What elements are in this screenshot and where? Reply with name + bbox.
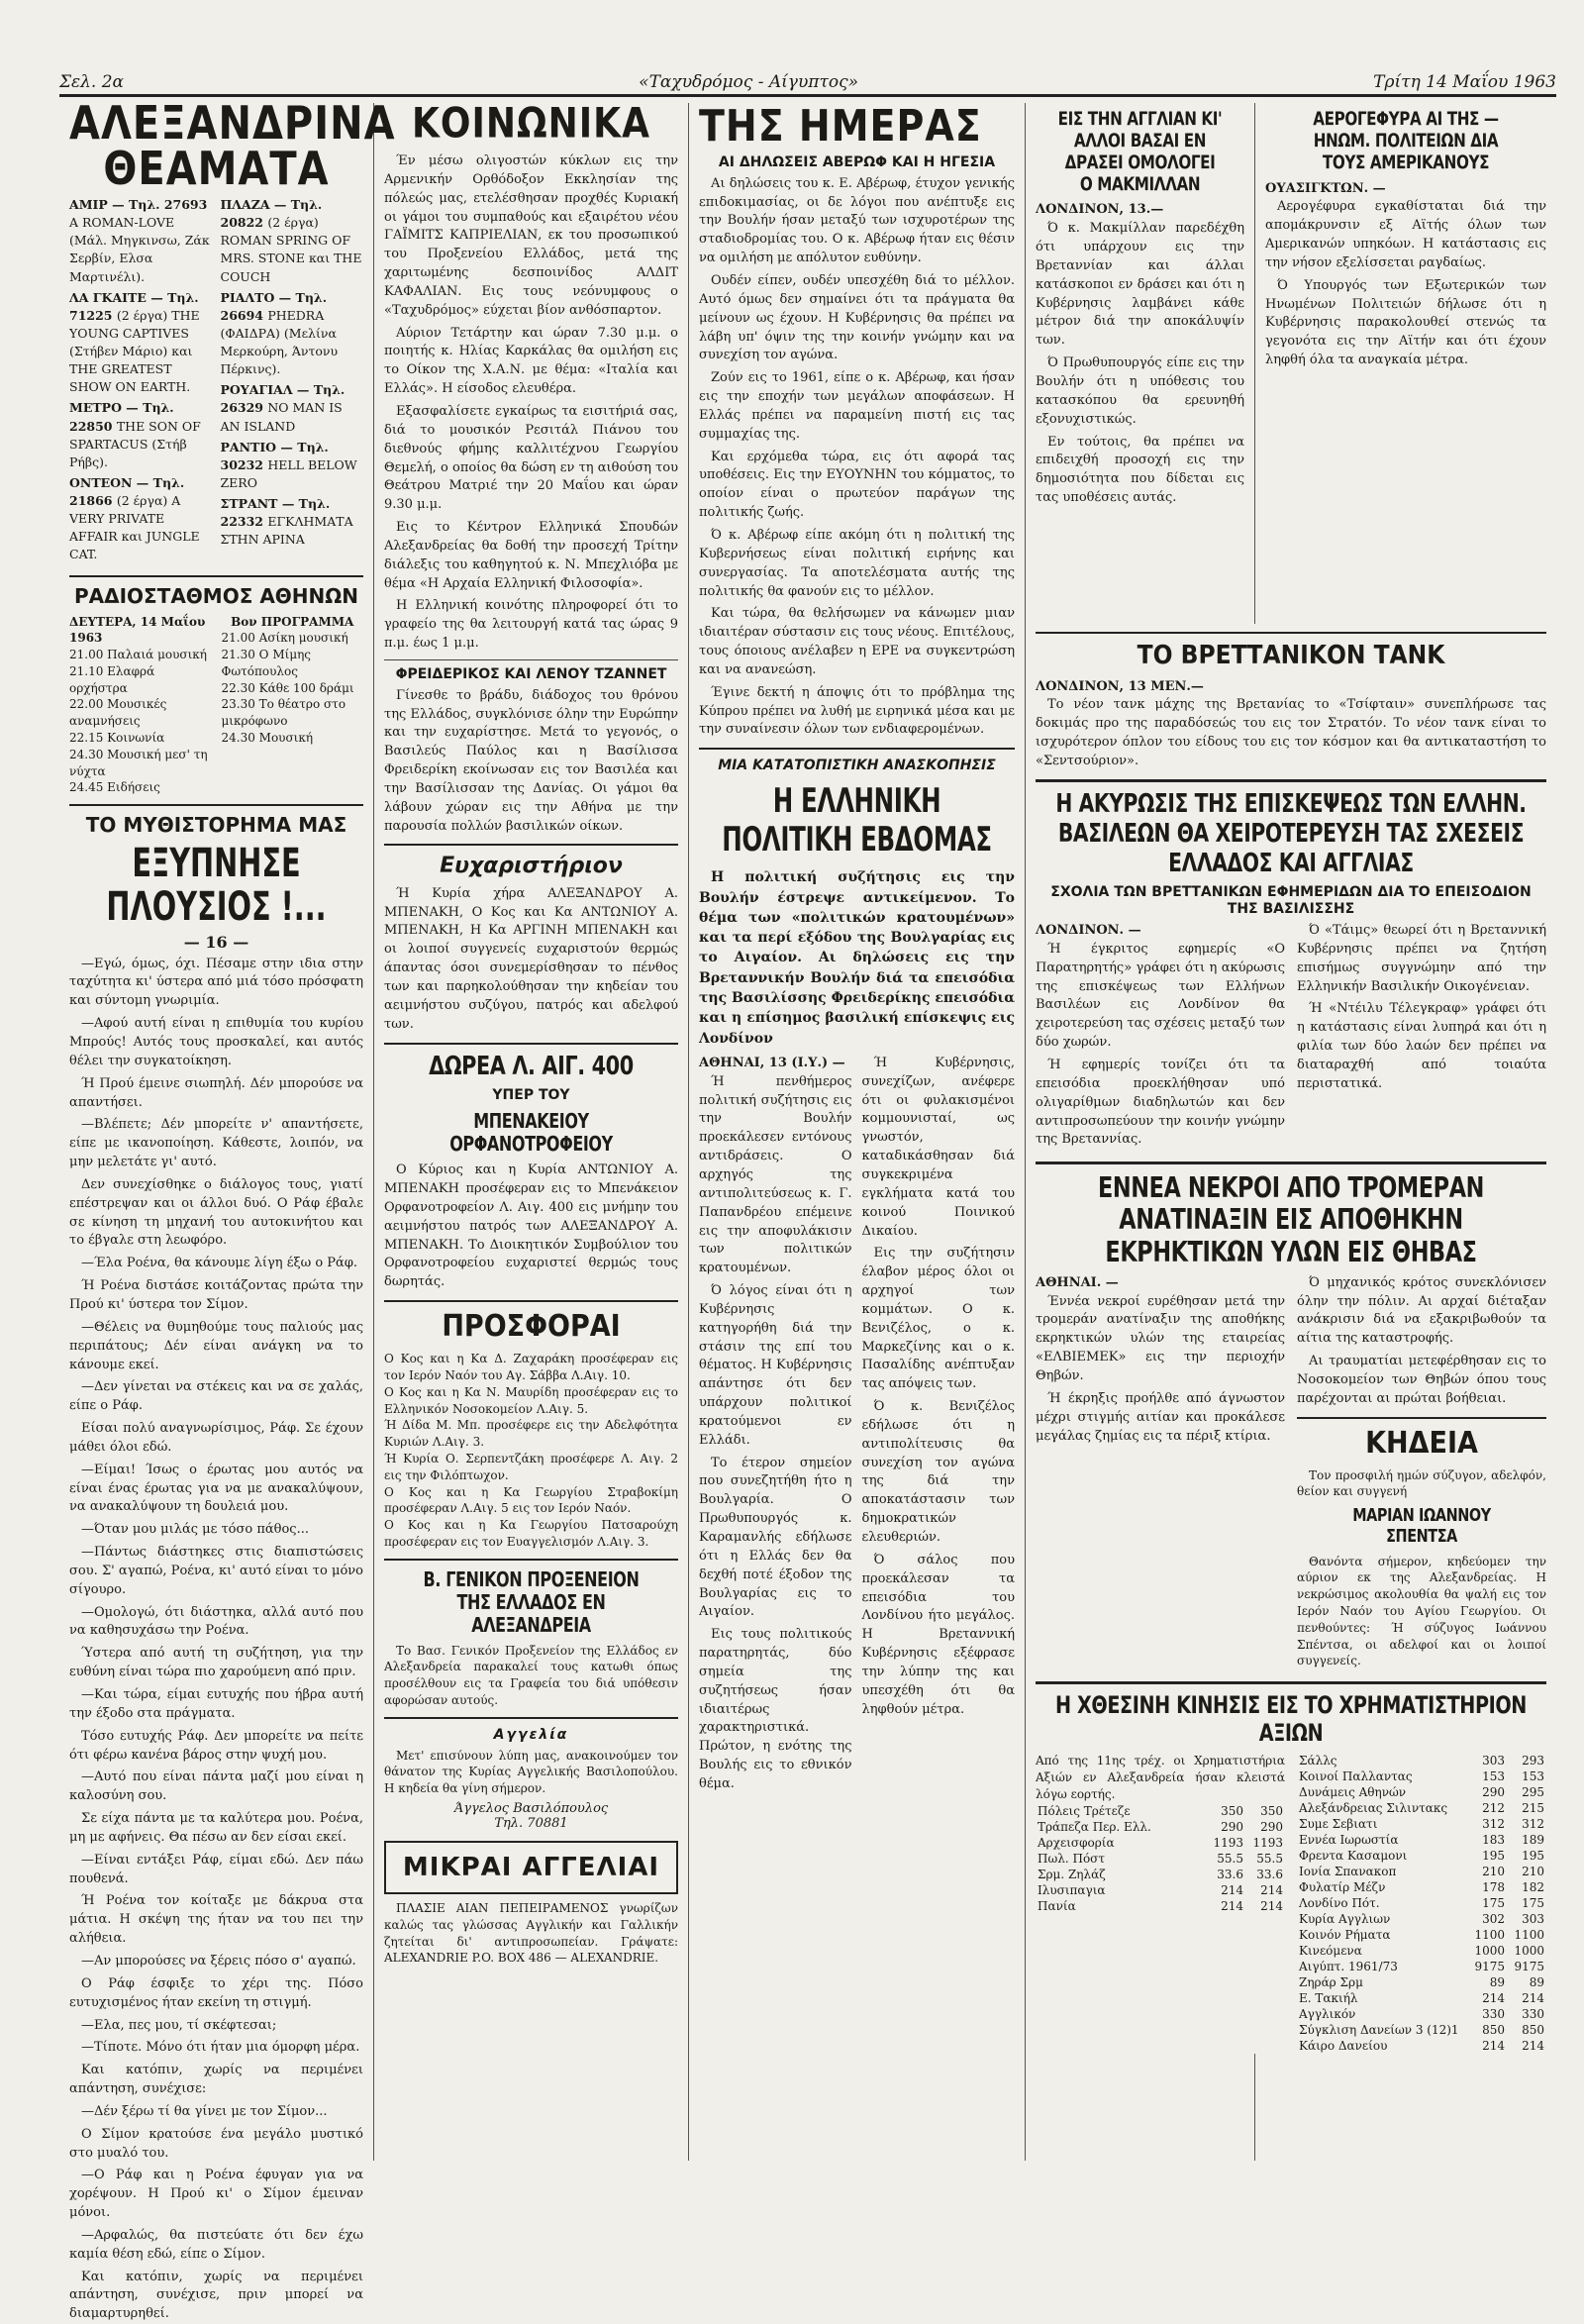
stock-row	[1297, 1864, 1546, 1879]
small-ads-heading: ΜΙΚΡΑΙ ΑΓΓΕΛΙΑΙ	[402, 1853, 660, 1883]
novel-title: ΕΞΥΠΝΗΣΕ ΠΛΟΥΣΙΟΣ !...	[106, 839, 327, 931]
cinema-list-left	[69, 196, 213, 567]
explosion-body-left	[1036, 1274, 1285, 1673]
cinema-entry	[69, 474, 213, 564]
stock-price: 850	[1522, 2023, 1544, 2038]
cinema-film: (2 έργα) THE YOUNG CAPTIVES (Στήβεν Μάριο) και THE GREATEST SHOW ON EARTH.	[69, 307, 200, 395]
cinema-entry	[221, 196, 364, 286]
week-kicker: ΜΙΑ ΚΑΤΑΤΟΠΙΣΤΙΚΗ ΑΝΑΣΚΟΠΗΣΙΣ	[718, 758, 996, 774]
week-paragraph: Ό κ. Βενιζέλος εδήλωσε ότι η αντιπολίτευσις θα συνεχίση τον αγώνα της διά την αποκατάστασιν των δημοκρατικών ελευθεριών.	[861, 1399, 1015, 1546]
stock-name: Σύγκλιση Δανείων 3 (12)1	[1299, 2023, 1459, 2038]
novel-body	[69, 956, 363, 2324]
stock-name: Σάλλς	[1299, 1754, 1337, 1768]
stock-row	[1297, 1943, 1546, 1959]
novel-paragraph: Είσαι πολύ αναγνωρίσιμος, Ράφ. Σε έχουν μάθει όλοι εδώ.	[69, 1421, 363, 1455]
stock-row	[1036, 1819, 1285, 1835]
stock-price: 214	[1522, 1991, 1544, 2006]
week-dateline: ΑΘΗΝΑΙ, 13 (Ι.Υ.) —	[699, 1055, 845, 1070]
cinema-name: ΡΙΑΛΤΟ — Τηλ. 26694	[220, 289, 328, 323]
cinema-name: ΜΕΤΡΟ — Τηλ. 22850	[69, 400, 174, 434]
novel-paragraph: —Είναι εντάξει Ράφ, είμαι εδώ. Δεν πάω πουθενά.	[69, 1852, 363, 1886]
novel-paragraph: —Βλέπετε; Δέν μπορείτε ν' απαντήσετε, είπε με ικανοποίηση. Κάθεστε, λοιπόν, να μην μελετάτε γι' αυτό.	[69, 1117, 363, 1170]
novel-paragraph: —Έλα Ροένα, θα κάνουμε λίγη έξω ο Ράφ.	[81, 1256, 358, 1271]
stock-price: 1000	[1474, 1944, 1505, 1959]
stock-price: 9175	[1514, 1960, 1544, 1974]
radio-entry: 21.30 Ο Μίμης Φωτόπουλος	[221, 648, 312, 678]
novel-paragraph: Δεν συνεχίσθηκε ο διάλογος τους, γιατί επέστρεψαν και οι άλλοι δυό. Ο Ράφ έβαλε σε κίνηση τη μηχανή του αυτοκινήτου και το έβγαλε στη λεωφόρο.	[69, 1176, 363, 1249]
donation-org: ΜΠΕΝΑΚΕΙΟΥ ΟΡΦΑΝΟΤΡΟΦΕΙΟΥ	[449, 1109, 613, 1157]
stock-price: 295	[1522, 1785, 1544, 1800]
stock-name: Ιονία Σπανακοπ	[1299, 1865, 1397, 1879]
stock-price: 214	[1260, 1882, 1283, 1897]
stock-name: Κυρία Αγγλιων	[1299, 1912, 1391, 1927]
cinema-entry	[69, 196, 213, 286]
stock-name: Πανία	[1038, 1898, 1076, 1913]
cinema-film: (2 έργα) ROMAN SPRING OF MRS. STONE και THE COUCH	[220, 215, 362, 284]
stock-row	[1036, 1867, 1285, 1882]
cinema-entry	[69, 399, 213, 471]
novel-paragraph: —Ο Ράφ και η Ροένα έφυγαν για να χορέψουν. Η Πρού κι' ο Σίμον έμειναν μόνοι.	[69, 2168, 363, 2221]
donation-text: Ο Κύριος και η Κυρία ΑΝΤΩΝΙΟΥ Α. ΜΠΕΝΑΚΗ προσέφεραν εις το Μπενάκειον Ορφανοτροφείον Λ. Αιγ. 400 εις μνήμην του αειμνήστου πατρός των ΑΛΕΞΑΝΔΡΟΥ Α. ΜΠΕΝΑΚΗ. Το Διοικητικόν Συμβούλιον του Ορφανοτροφείου ευχαριστεί θερμώς τους δωρητάς.	[384, 1162, 678, 1290]
stock-name: Πωλ. Πόστ	[1038, 1851, 1106, 1866]
cinema-name: ΑΜΙΡ — Τηλ. 27693	[69, 197, 208, 212]
stock-price: 1193	[1213, 1835, 1243, 1850]
stock-price: 350	[1221, 1803, 1243, 1818]
novel-paragraph: —Αν μπορούσες να ξέρεις πόσο σ' αγαπώ.	[81, 1953, 356, 1969]
stock-row	[1297, 1879, 1546, 1895]
day-paragraph: Αι δηλώσεις του κ. Ε. Αβέρωφ, έτυχον γενικής επιδοκιμασίας, οι δε λόγοι που ανέπτυξε εις την Βουλήν ήσαν μεταξύ των ισχυροτέρων της σταδιοδρομίας του. Ο κ. Αβέρωφ ήταν εις θέσιν να ομιλήση με απόλυτον ευθύνην.	[699, 175, 1015, 266]
novel-paragraph: Ο Ράφ έσφιξε το χέρι της. Πόσο ευτυχισμένος ήταν εκείνη τη στιγμή.	[69, 1975, 363, 2010]
novel-paragraph: —Ελα, πες μου, τί σκέφτεσαι;	[81, 2017, 277, 2033]
novel-paragraph: —Είμαι! Ίσως ο έρωτας μου αυτός να είναι ένας έρωτας για να με ανακαλύψουν, να ανακαλύψουν τη δουλειά μου.	[69, 1462, 363, 1515]
novel-episode: — 16 —	[183, 932, 249, 952]
stock-row	[1297, 1927, 1546, 1943]
stock-heading: Η ΧΘΕΣΙΝΗ ΚΙΝΗΣΙΣ ΕΙΣ ΤΟ ΧΡΗΜΑΤΙΣΤΗΡΙΟΝ ΑΞΙΩΝ	[1055, 1691, 1527, 1747]
queen-kicker: ΣΧΟΛΙΑ ΤΩΝ ΒΡΕΤΤΑΝΙΚΩΝ ΕΦΗΜΕΡΙΔΩΝ ΔΙΑ ΤΟ ΕΠΕΙΣΟΔΙΟΝ ΤΗΣ ΒΑΣΙΛΙΣΣΗΣ	[1050, 884, 1532, 918]
stock-row	[1297, 1990, 1546, 2006]
novel-paragraph: Ύστερα από αυτή τη συζήτηση, για την ευθύνη είναι τώρα πιο χαρούμενη από πριν.	[69, 1646, 363, 1680]
cinema-entry	[221, 495, 364, 549]
stock-body	[1036, 1753, 1546, 2054]
airlift-dateline: ΟΥΑΣΙΓΚΤΩΝ. —	[1265, 180, 1386, 196]
week-paragraph: Ή Κυβέρνησις, συνεχίζων, ανέφερε ότι οι φυλακισμένοι κομμουνισταί, ως γνωστόν, καταδικάσθησαν διά συγκεκριμένα εγκλήματα κατά του κοινού Ποινικού Δικαίου.	[861, 1055, 1015, 1239]
cinema-film: NO MAN IS AN ISLAND	[220, 400, 343, 434]
stock-price: 1100	[1514, 1928, 1544, 1943]
explosion-paragraph: Έννέα νεκροί ευρέθησαν μετά την τρομεράν ανατίναξιν της αποθήκης εκρηκτικών υλών της εταιρείας «ΕΛΒΙΕΜΕΚ» εις την περιοχήν Θηβών.	[1036, 1293, 1285, 1383]
radio-heading: ΡΑΔΙΟΣΤΑΘΜΟΣ ΑΘΗΝΩΝ	[73, 583, 359, 608]
stock-row	[1297, 1911, 1546, 1927]
social-paragraph: Εξασφαλίσετε εγκαίρως τα εισιτήριά σας, διά το μουσικόν Ρεσιτάλ Πιάνου του διεθνούς φήμης καλλιτέχνου Γεωργίου Θεμελή, ο οποίος θα δώση εν τη αιθούση του Θεάτρου Ματριέ την 20 Μαΐου και ώραν 9.30 μ.μ.	[384, 403, 678, 513]
cinema-film: PHEDRA (ΦΑΙΔΡΑ) (Μελίνα Μερκούρη, Άντονυ Πέρκινς).	[220, 307, 339, 377]
stock-body-right	[1297, 1753, 1546, 2054]
cinema-film: ΕΓΚΛΗΜΑΤΑ ΣΤΗΝ ΑΡΙΝΑ	[220, 514, 353, 548]
cinema-film: THE SON OF SPARTACUS (Στήβ Ρήβς).	[69, 418, 201, 469]
consulate-text: Το Βασ. Γενικόν Προξενείον της Ελλάδος εν Αλεξανδρεία παρακαλεί τους κατωθι όπως προσέλθουν εις τα Γραφεία του διά υπόθεσιν αφορώσαν αυτούς.	[384, 1643, 678, 1708]
wedding-text: Γίνεσθε το βράδυ, διάδοχος του θρόνου της Ελλάδος, συγκλόνισε όλην την Ευρώπην και την ευχαρίστησε. Μετά το γεγονός, ο Βασιλεύς Παύλος και η Βασίλισσα Φρειδερίκη εκοίνωσαν εις τον Βασιλέα και την Βασίλισσαν της Δανίας. Οι γάμοι θα λάβουν χώραν εις την Αθήνα με την παρουσία πολλών βασιλικών οίκων.	[384, 687, 678, 834]
stock-price: 178	[1482, 1880, 1505, 1895]
cinema-name: ΟΝΤΕΟΝ — Τηλ. 21866	[69, 474, 185, 508]
queen-paragraph: Ή έγκριτος εφημερίς «Ο Παρατηρητής» γράφει ότι η ακύρωσις της επισκέψεως των Ελλήνων Βασιλέων εις Λονδίνον θα χειροτερεύση τας σχέσεις μεταξύ των δύο χωρών.	[1036, 941, 1285, 1051]
stock-name: Κάιρο Δανείου	[1299, 2039, 1388, 2054]
stock-name: Κοινόν Ρήματα	[1299, 1928, 1391, 1943]
tank-heading: ΤΟ ΒΡΕΤΤΑΝΙΚΟΝ ΤΑΝΚ	[1137, 641, 1445, 670]
novel-paragraph: —Πάντως διάστηκες στις διαπιστώσεις σου. Σ' αγαπώ, Ροένα, κι' αυτό είναι το μόνο σίγουρο.	[69, 1545, 363, 1597]
stock-price: 89	[1489, 1975, 1505, 1990]
offer-entry: Ή Κυρία Ο. Σερπεντζάκη προσέφερε Λ. Αιγ. 2 εις την Φιλόπτωχον.	[384, 1451, 678, 1482]
stock-name: Δυνάμεις Αθηνών	[1299, 1785, 1407, 1800]
week-body-left	[699, 1055, 852, 1798]
radio-entry: 23.30 Το θέατρο στο μικρόφωνο	[221, 697, 346, 729]
week-lead: Η πολιτική συζήτησις εις την Βουλήν έστρεψε αντικείμενον. Το θέμα των «πολιτικών κρατουμένων» και τα περί εξόδου της Βουλγαρίας εις το Αιγαίον. Αι δηλώσεις εις την Βρεταννικήν Βουλήν διά τα επεισόδια της Βασιλίσσης Φρειδερίκης επεισόδια και η επίσημος βασιλική επίσκεψις εις Λονδίνον	[699, 869, 1015, 1047]
airlift-paragraph: Αερογέφυρα εγκαθίσταται διά την απομάκρυνσιν εξ Αϊτής όλων των Αμερικανών υπηκόων. Η κατάστασις εις την νήσον εξελίσσεται ραγδαίως.	[1265, 199, 1546, 270]
novel-paragraph: Ή Ροένα διστάσε κοιτάζοντας πρώτα την Πρού κι' ύστερα τον Σίμον.	[69, 1278, 363, 1312]
radio-entry: 21.00 Ασίκη μουσική	[221, 631, 348, 646]
stock-row	[1036, 1835, 1285, 1851]
explosion-paragraph: Αι τραυματίαι μετεφέρθησαν εις το Νοσοκομείον των Θηβών όπου τους παρέχονται αι πρώται βοήθειαι.	[1297, 1354, 1546, 1406]
queen-paragraph: Ή «Ντέιλυ Τέλεγκραφ» γράφει ότι η κατάστασις είναι λυπηρά και ότι η φιλία των δύο λαών δεν πρέπει να διαταραχθή από τοιαύτα περιστατικά.	[1297, 1001, 1546, 1091]
stock-name: Ιλυσιπαγια	[1038, 1882, 1106, 1897]
novel-paragraph: —Όταν μου μιλάς με τόσο πάθος...	[81, 1522, 309, 1538]
stock-body-left	[1036, 1753, 1285, 2054]
stock-row	[1297, 2006, 1546, 2022]
stock-name: Φυλατίρ Μέζν	[1299, 1880, 1386, 1895]
stock-name: Λονδίνο Πότ.	[1299, 1896, 1380, 1911]
novel-paragraph: —Θέλεις να θυμηθούμε τους παλιούς μας περιπάτους; Δέν είναι ανάγκη να το κάνουμε εκεί.	[69, 1319, 363, 1372]
consulate-heading: Β. ΓΕΝΙΚΟΝ ΠΡΟΞΕΝΕΙΟΝ ΤΗΣ ΕΛΛΑΔΟΣ ΕΝ ΑΛΕΞΑΝΔΡΕΙΑ	[423, 1566, 640, 1637]
stock-name: Αρχεισφορία	[1038, 1835, 1115, 1850]
stock-price: 33.6	[1256, 1867, 1283, 1881]
macmillan-dateline: ΛΟΝΔΙΝΟΝ, 13.—	[1036, 202, 1164, 218]
paper-name: «Ταχυδρόμος - Αίγυπτος»	[639, 72, 859, 92]
stock-price: 312	[1522, 1817, 1544, 1832]
column-day	[689, 100, 1026, 2161]
radio-list-left	[69, 647, 212, 796]
radio-entry: 22.00 Μουσικές αναμνήσεις	[69, 697, 167, 729]
donation-sub: ΥΠΕΡ ΤΟΥ	[492, 1087, 570, 1104]
stock-price: 9175	[1474, 1960, 1505, 1974]
stock-name: Κοινοί Παλλαντας	[1299, 1769, 1413, 1784]
queen-dateline: ΛΟΝΔΙΝΟΝ. —	[1036, 923, 1141, 939]
stock-price: 1000	[1514, 1944, 1544, 1959]
stock-price: 1100	[1474, 1928, 1505, 1943]
stock-row	[1297, 2038, 1546, 2054]
social-body	[384, 152, 678, 654]
radio-entry: 21.10 Ελαφρά ορχήστρα	[69, 663, 155, 695]
social-paragraph: Η Ελληνική κοινότης πληροφορεί ότι το γραφείο της θα λειτουργή κατά τας ώρας 9 π.μ. έως 1 μ.μ.	[384, 598, 678, 652]
column-theatre-novel	[59, 97, 396, 2322]
stock-row	[1297, 1816, 1546, 1832]
theatre-heading: ΑΛΕΞΑΝΔΡΙΝΑ ΘΕΑΜΑΤΑ	[69, 97, 396, 196]
explosion-heading: ΕΝΝΕΑ ΝΕΚΡΟΙ ΑΠΟ ΤΡΟΜΕΡΑΝ ΑΝΑΤΙΝΑΞΙΝ ΕΙΣ ΑΠΟΘΗΚΗΝ ΕΚΡΗΚΤΙΚΩΝ ΥΛΩΝ ΕΙΣ ΘΗΒΑΣ	[1098, 1171, 1484, 1268]
offer-entry: Ο Κος και η Κα Γεωργίου Πατσαρούχη προσέφεραν εις τον Ευαγγελισμόν Λ.Αιγ. 3.	[384, 1518, 678, 1549]
notice-text: Μετ' επισύνουν λύπη μας, ανακοινούμεν τον θάνατον της Κυρίας Αγγελικής Βασιλοπούλου. Η κηδεία θα γίνη σήμερον.	[384, 1748, 678, 1796]
radio-entry: 24.45 Ειδήσεις	[69, 780, 160, 795]
cinema-entry	[221, 439, 364, 492]
stock-row	[1297, 1895, 1546, 1911]
stock-name: Ζηράρ Σρμ	[1299, 1975, 1363, 1990]
macmillan-paragraph: Ό κ. Μακμίλλαν παρεδέχθη ότι υπάρχουν εις την Βρεταννίαν και άλλαι κατάσκοποι εν δράσει και ότι η Κυβέρνησις λαμβάνει κάθε μέτρον διά την αποκάλυψίν των.	[1036, 221, 1244, 349]
stock-price: 195	[1522, 1849, 1544, 1864]
stock-price: 350	[1260, 1803, 1283, 1818]
tank-text: Το νέον τανκ μάχης της Βρετανίας το «Τσίφταιν» συνεπλήρωσε τας δοκιμάς προ της παραδόσεώς του εις τον Στρατόν. Το νέον τανκ είναι το ισχυρότερον όπλον του είδους του εις τον κόσμον και θα αντικαταστήση το «Σεντσούριον».	[1036, 697, 1546, 768]
airlift-paragraph: Ό Υπουργός των Εξωτερικών των Ηνωμένων Πολιτειών δήλωσε ότι η Κυβέρνησις παρακολουθεί στενώς τα γεγονότα εις την Αϊτήν και ότι έχουν ληφθή όλα τα αναγκαία μέτρα.	[1265, 277, 1546, 368]
radio-entry: 21.00 Παλαιά μουσική	[69, 648, 207, 662]
issue-date: Τρίτη 14 Μαΐου 1963	[1373, 72, 1556, 92]
stock-price: 215	[1522, 1801, 1544, 1816]
social-paragraph: Εις το Κέντρον Ελληνικά Σπουδών Αλεξανδρείας θα δοθή την προσεχή Τρίτην διάλεξις του καθηγητού κ. Ν. Μπεχλιόβα με θέμα «Η Αρχαία Ελληνική Φιλοσοφία».	[384, 520, 678, 591]
stock-row	[1036, 1898, 1285, 1914]
radio-entry: 24.30 Μουσική μεσ' τη νύχτα	[69, 747, 208, 778]
airlift-heading: ΑΕΡΟΓΕΦΥΡΑ ΑΙ ΤΗΣ — ΗΝΩΜ. ΠΟΛΙΤΕΙΩΝ ΔΙΑ ΤΟΥΣ ΑΜΕΡΙΚΑΝΟΥΣ	[1313, 108, 1499, 173]
stock-name: Αλεξάνδρειας Σιλιντακς	[1299, 1801, 1448, 1816]
tank-dateline: ΛΟΝΔΙΝΟΝ, 13 ΜΕΝ.—	[1036, 678, 1204, 694]
day-heading: ΤΗΣ ΗΜΕΡΑΣ	[699, 100, 982, 152]
cinema-entry	[221, 289, 364, 379]
week-paragraph: Το έτερον σημείον που συνεζητήθη ήτο η Βουλγαρία. Ο Πρωθυπουργός κ. Καραμανλής εδήλωσε ότι η Ελλάς δεν θα δεχθή ποτέ έξοδον της Βουλγαρίας εις το Αιγαίον.	[699, 1455, 852, 1620]
stock-row	[1297, 1974, 1546, 1990]
stock-price: 175	[1522, 1896, 1544, 1911]
cinema-film: (2 έργα) A VERY PRIVATE AFFAIR και JUNGLE CAT.	[69, 493, 200, 562]
stock-price: 214	[1260, 1898, 1283, 1913]
stock-price: 33.6	[1217, 1867, 1243, 1881]
novel-paragraph: —Αφού αυτή είναι η επιθυμία του κυρίου Μπρούς! Αυτός τους προσκαλεί, και αυτός θέλει την συγκατοίκηση.	[69, 1016, 363, 1068]
wedding-heading: ΦΡΕΙΔΕΡΙΚΟΣ ΚΑΙ ΛΕΝΟΥ ΤΖΑΝΝΕΤ	[395, 665, 667, 682]
stock-row	[1297, 1832, 1546, 1848]
cinema-name: ΡΑΝΤΙΟ — Τηλ. 30232	[220, 439, 329, 472]
queen-body	[1036, 922, 1546, 1154]
stock-name: Αγγλικόν	[1299, 2007, 1356, 2022]
stock-price: 290	[1260, 1819, 1283, 1834]
queen-body-right	[1297, 922, 1546, 1154]
explosion-body-right	[1297, 1274, 1546, 1673]
day-paragraph: Ζούν εις το 1961, είπε ο κ. Αβέρωφ, και ήσαν εις την εποχήν των μεγάλων αποφάσεων. Η Ελλάς πρέπει να παραμείνη πιστή εις τας συμμαχίας της.	[699, 370, 1015, 442]
radio-entry: 22.30 Κάθε 100 δράμι	[221, 680, 354, 695]
cinema-name: ΛΑ ΓΚΑΙΤΕ — Τηλ. 71225	[69, 289, 199, 323]
small-ads-text: ΠΛΑΣΙΕ ΑΙΑΝ ΠΕΠΕΙΡΑΜΕΝΟΣ γνωρίζων καλώς τας γλώσσας Αγγλικήν και Γαλλικήν ζητείται δι' αντιπροσωπείαν. Γράψατε: ALEXANDRIE P.O. BOX 486 — ALEXANDRIE.	[384, 1901, 678, 1966]
day-body	[699, 175, 1015, 740]
stock-price: 153	[1522, 1769, 1544, 1784]
stock-table-left	[1036, 1803, 1285, 1914]
cinema-entry	[221, 381, 364, 435]
novel-paragraph: —Δεν γίνεται να στέκεις και να σε χαλάς, είπε ο Ράφ.	[69, 1379, 363, 1414]
page-number: Σελ. 2α	[59, 72, 125, 92]
stock-price: 214	[1522, 2039, 1544, 2054]
explosion-body	[1036, 1274, 1546, 1673]
stock-price: 214	[1482, 1991, 1505, 2006]
funeral-name: ΜΑΡΙΑΝ ΙΩΑΝΝΟΥ ΣΠΕΝΤΣΑ	[1352, 1505, 1491, 1547]
donation-heading: ΔΩΡΕΑ Λ. ΑΙΓ. 400	[429, 1051, 634, 1081]
stock-price: 153	[1482, 1769, 1505, 1784]
stock-price: 850	[1482, 2023, 1505, 2038]
novel-paragraph: —Δέν ξέρω τί θα γίνει με τον Σίμον...	[81, 2103, 328, 2119]
radio-program	[69, 614, 363, 797]
stock-row	[1297, 1753, 1546, 1768]
thanks-text: Ή Κυρία χήρα ΑΛΕΞΑΝΔΡΟΥ Α. ΜΠΕΝΑΚΗ, Ο Κος και Κα ΑΝΤΩΝΙΟΥ Α. ΜΠΕΝΑΚΗ, Η Κα ΑΡΓΙΝΗ ΜΠΕΝΑΚΗ και οι λοιποί συγγενείς ευχαριστούν θερμώς άπαντας όσοι συνεμερίσθησαν το πένθος των και παρηκολούθησαν την κηδείαν του αειμνήστου συζύγου, πατρός και αδελφού των.	[384, 885, 678, 1032]
novel-paragraph: Ο Σίμον κρατούσε ένα μεγάλο μυστικό στο μυαλό του.	[69, 2126, 363, 2161]
stock-price: 89	[1529, 1975, 1544, 1990]
novel-paragraph: —Και τώρα, είμαι ευτυχής που ήβρα αυτή την έξοδο στα πράγματα.	[69, 1687, 363, 1721]
day-paragraph: Ό κ. Αβέρωφ είπε ακόμη ότι η πολιτική της Κυβερνήσεως είναι πολιτική ειρήνης και συνεργασίας. Τα αποτελέσματα αυτής της πολιτικής θα φανούν εις το μέλλον.	[699, 527, 1015, 599]
explosion-paragraph: Ό μηχανικός κρότος συνεκλόνισεν όλην την πόλιν. Αι αρχαί διέταξαν ανάκρισιν διά να εξακριβωθούν τα αίτια της καταστροφής.	[1297, 1274, 1546, 1347]
stock-price: 312	[1482, 1817, 1505, 1832]
novel-paragraph: —Αυτό που είναι πάντα μαζί μου είναι η καλοσύνη σου.	[69, 1769, 363, 1804]
stock-row	[1036, 1882, 1285, 1898]
stock-price: 183	[1482, 1833, 1505, 1848]
stock-row	[1297, 1768, 1546, 1784]
stock-price: 175	[1482, 1896, 1505, 1911]
stock-price: 189	[1522, 1833, 1544, 1848]
macmillan-paragraph: Εν τούτοις, θα πρέπει να επιδειχθή προσοχή εις την δημοσιότητα που δίδεται εις τας υποθέσεις αυτάς.	[1036, 434, 1244, 506]
stock-price: 290	[1221, 1819, 1243, 1834]
stock-price: 303	[1482, 1754, 1505, 1768]
stock-row	[1036, 1851, 1285, 1867]
offers-list	[384, 1351, 678, 1551]
day-subheading: ΑΙ ΔΗΛΩΣΕΙΣ ΑΒΕΡΩΦ ΚΑΙ Η ΗΓΕΣΙΑ	[718, 154, 996, 170]
day-paragraph: Και τώρα, θα θελήσωμεν να κάνωμεν μιαν ιδιαιτέραν σύστασιν εις τους νέους. Επιτέλους, τους όποιους ανέλαβεν η ΕΡΕ να συγκεντρώση και να ανανεώση.	[699, 606, 1015, 677]
column-social	[374, 100, 689, 2161]
stock-price: 55.5	[1217, 1851, 1243, 1866]
novel-paragraph: Σε είχα πάντα με τα καλύτερα μου. Ροένα, μη με αφήνεις. Θα πέσω αν δεν είσαι εκεί.	[69, 1811, 363, 1845]
social-paragraph: Αύριον Τετάρτην και ώραν 7.30 μ.μ. ο ποιητής κ. Ηλίας Καρκάλας θα ομιλήση εις το Οίκον της Χ.Α.Ν. με θέμα: «Ιταλία και Ελλάς». Η είσοδος ελευθέρα.	[384, 325, 678, 397]
novel-paragraph: Και κατόπιν, χωρίς να περιμένει απάντηση, συνέχισε:	[69, 2063, 363, 2097]
day-paragraph: Έγινε δεκτή η άποψις ότι το πρόβλημα της Κύπρου πρέπει να λυθή με ειρηνικά μέσα και με την συναίνεσιν όλων των ενδιαφερομένων.	[699, 684, 1015, 738]
stock-price: 214	[1221, 1882, 1243, 1897]
queen-heading: Η ΑΚΥΡΩΣΙΣ ΤΗΣ ΕΠΙΣΚΕΨΕΩΣ ΤΩΝ ΕΛΛΗΝ. ΒΑΣΙΛΕΩΝ ΘΑ ΧΕΙΡΟΤΕΡΕΥΣΗ ΤΑΣ ΣΧΕΣΕΙΣ ΕΛΛΑΔΟΣ ΚΑΙ ΑΓΓΛΙΑΣ	[1055, 788, 1527, 878]
stock-row	[1297, 1800, 1546, 1816]
offer-entry: Ο Κος και η Κα Ν. Μαυρίδη προσέφεραν εις το Ελληνικόν Νοσοκομείον Λ.Αιγ. 5.	[384, 1384, 678, 1416]
week-paragraph: Ό σάλος που προεκάλεσαν τα επεισόδια του Λονδίνου ήτο μεγάλος. Η Βρεταννική Κυβέρνησις εξέφρασε την λύπην της και υπεσχέθη ότι θα ληφθούν μέτρα.	[861, 1552, 1015, 1717]
queen-body-left	[1036, 922, 1285, 1154]
notice-sign: Άγγελος Βασιλόπουλος	[453, 1801, 609, 1817]
stock-row	[1297, 2022, 1546, 2038]
novel-paragraph: —Αρφαλώς, θα πιστεύατε ότι δεν έχω καμία θέση εδώ, είπε ο Σίμον.	[69, 2227, 363, 2262]
notice-phone: Τηλ. 70881	[494, 1816, 568, 1832]
offer-entry: Ο Κος και η Κα Δ. Ζαχαράκη προσέφεραν εις τον Ιερόν Ναόν του Αγ. Σάββα Λ.Αιγ. 10.	[384, 1352, 678, 1382]
week-heading: Η ΕΛΛΗΝΙΚΗ ΠΟΛΙΤΙΚΗ ΕΒΔΟΜΑΣ	[722, 781, 992, 860]
cinema-film: A ROMAN-LOVE (Μάλ. Μηγκινσω, Ζάκ Σερβίν, Ελσα Μαρτινέλι).	[69, 215, 210, 284]
stock-price: 293	[1522, 1754, 1544, 1768]
stock-price: 55.5	[1256, 1851, 1283, 1866]
stock-price: 210	[1482, 1865, 1505, 1879]
stock-price: 212	[1482, 1801, 1505, 1816]
radio-day: ΔΕΥΤΕΡΑ, 14 Μαΐου 1963	[69, 614, 206, 646]
week-paragraph: Εις τους πολιτικούς παρατηρητάς, δύο σημεία της συζητήσεως ήσαν ιδιαιτέρως χαρακτηριστικά. Πρώτον, η ενότης της Βουλής εις το εθνικόν θέμα.	[699, 1627, 852, 1791]
stock-name: Φρεντα Κασαμονι	[1299, 1849, 1408, 1864]
stock-table-right	[1297, 1753, 1546, 2054]
novel-paragraph: —Τίποτε. Μόνο ότι ήταν μια όμορφη μέρα.	[81, 2040, 360, 2056]
queen-paragraph: Ή εφημερίς τονίζει ότι τα επεισόδια προεκλήθησαν υπό ολιγαρίθμων διαδηλωτών και δεν αντιπροσωπεύουν την κοινήν γνώμην της Βρεταννίας.	[1036, 1057, 1285, 1148]
stock-price: 303	[1522, 1912, 1544, 1927]
stock-price: 214	[1221, 1898, 1243, 1913]
explosion-paragraph: Ή έκρηξις προήλθε από άγνωστον μέχρι στιγμής αιτίαν και προκάλεσε μεγάλας ζημίας εις τα πέριξ κτίρια.	[1036, 1390, 1285, 1444]
funeral-heading: ΚΗΔΕΙΑ	[1365, 1425, 1478, 1461]
stock-price: 330	[1482, 2007, 1505, 2022]
stock-row	[1297, 1959, 1546, 1974]
stock-name: Αιγύπτ. 1961/73	[1299, 1960, 1398, 1974]
funeral-text: Τον προσφιλή ημών σύζυγον, αδελφόν, θείον και συγγενή	[1297, 1467, 1546, 1499]
masthead-strip	[59, 69, 1556, 97]
radio-program-label: Βον ΠΡΟΓΡΑΜΜΑ	[231, 614, 354, 629]
offer-entry: Ο Κος και η Κα Γεωργίου Στραβοκίμη προσέφεραν Λ.Αιγ. 5 εις τον Ιερόν Ναόν.	[384, 1484, 678, 1516]
stock-name: Εννέα Ιωρωστία	[1299, 1833, 1399, 1848]
stock-name: Κινεόμενα	[1299, 1944, 1362, 1959]
radio-entry: 24.30 Μουσική	[221, 731, 314, 746]
day-paragraph: Ουδέν είπεν, ουδέν υπεσχέθη διά το μέλλον. Αυτό όμως δεν σημαίνει ότι τα πράγματα θα μείνουν ως έχουν. Η Κυβέρνησις θα πρέπει να λάβη υπ' όψιν της την κοινήν γνώμην και να συνεχίση τον αγώνα.	[699, 273, 1015, 363]
stock-price: 210	[1522, 1865, 1544, 1879]
stock-name: Συμε Σεβιατι	[1299, 1817, 1378, 1832]
week-paragraph: Ή πενθήμερος πολιτική συζήτησις εις την Βουλήν προεκάλεσεν εντόνους αντιδράσεις. Ο αρχηγός της αντιπολιτεύσεως κ. Γ. Παπανδρέου επέμεινε εις την αποφυλάκισιν των πολιτικών κρατουμένων.	[699, 1073, 852, 1276]
stock-row	[1036, 1803, 1285, 1819]
week-body	[699, 1055, 1015, 1798]
stock-price: 290	[1482, 1785, 1505, 1800]
macmillan-body	[1036, 220, 1244, 508]
cinema-list-right	[221, 196, 364, 567]
stock-name: Ε. Τακιήλ	[1299, 1991, 1358, 2006]
stock-row	[1297, 1784, 1546, 1800]
stock-price: 1193	[1252, 1835, 1283, 1850]
stock-price: 330	[1522, 2007, 1544, 2022]
novel-paragraph: Και κατόπιν, χωρίς να περιμένει απάντηση, συνέχισε, πριν μπορεί να διαμαρτυρηθεί.	[69, 2269, 363, 2322]
stock-name: Τράπεζα Περ. Ελλ.	[1038, 1819, 1151, 1834]
stock-row	[1297, 1848, 1546, 1864]
stock-name: Πόλεις Τρέτεζε	[1038, 1803, 1131, 1818]
radio-list-right	[222, 630, 364, 747]
novel-paragraph: Τόσο ευτυχής Ράφ. Δεν μπορείτε να πείτε ότι φέρω κανένα βάρος στην ψυχή μου.	[69, 1728, 363, 1763]
cinema-name: ΠΛΑΖΑ — Τηλ. 20822	[220, 197, 323, 231]
stock-price: 195	[1482, 1849, 1505, 1864]
novel-paragraph: —Εγώ, όμως, όχι. Πέσαμε στην ιδια στην ταχύτητα κι' ύστερα από μιά τόσο πρόσφατη και σύντομη γνωριμία.	[69, 956, 363, 1009]
cinema-name: ΣΤΡΑΝΤ — Τηλ. 22332	[220, 496, 331, 530]
notice-heading: Αγγελία	[493, 1726, 569, 1743]
day-paragraph: Και ερχόμεθα τώρα, εις ότι αφορά τας υποθέσεις. Εις την ΕΥΟΥΝΗΝ του κόμματος, το οποίον είναι ο πρωτεύον παράγων της πολιτικής ζωής.	[699, 449, 1015, 521]
stock-price: 182	[1522, 1880, 1544, 1895]
stock-intro: Από της 11ης τρέχ. οι Χρηματιστήρια Αξιών εν Αλεξανδρεία ήσαν κλειστά λόγω εορτής.	[1036, 1754, 1285, 1801]
tank-story	[1026, 624, 1556, 2054]
macmillan-heading: ΕΙΣ ΤΗΝ ΑΓΓΛΙΑΝ ΚΙ' ΑΛΛΟΙ ΒΑΣΑΙ ΕΝ ΔΡΑΣΕΙ ΟΜΟΛΟΓΕΙ Ο ΜΑΚΜΙΛΛΑΝ	[1057, 108, 1223, 195]
cinema-name: ΡΟΥΑΓΙΑΛ — Τηλ. 26329	[220, 382, 346, 416]
stock-price: 302	[1482, 1912, 1505, 1927]
airlift-body	[1265, 198, 1546, 370]
offers-heading: ΠΡΟΣΦΟΡΑΙ	[442, 1309, 621, 1345]
cinema-film: HELL BELOW ZERO	[220, 456, 357, 490]
cinema-entry	[69, 289, 213, 397]
week-paragraph: Ό λόγος είναι ότι η Κυβέρνησις κατηγορήθη διά την στάσιν της επί του θέματος. Η Κυβέρνησις απάντησε ότι δεν υπάρχουν πολιτικοί κρατούμενοι εν Ελλάδι.	[699, 1283, 852, 1448]
social-paragraph: Έν μέσω ολιγοστών κύκλων εις την Αρμενικήν Ορθόδοξον Εκκλησίαν της πόλεώς μας, ετελέσθησαν προχθές Κυριακή οι γάμοι του συμπαθούς και εξαιρέτου νέου ΓΑΪΜΙΤΣ ΚΑΠΡΙΕΛΙΑΝ, εκ του προσωπικού του Προξενείου Ελλάδος, μετά της χαριτωμένης δεσποινίδος ΑΛΔΙΤ ΚΑΦΑΛΙΑΝ. Εις τους νεόνυμφους ο «Ταχυδρόμος» εύχεται βίον ανθόσπαρτον.	[384, 153, 678, 318]
queen-paragraph: Ό «Τάιμς» θεωρεί ότι η Βρεταννική Κυβέρνησις πρέπει να ζητήση επισήμως συγγνώμην από την Ελληνικήν Βασιλικήν Οικογένειαν.	[1297, 923, 1546, 994]
week-body-right	[862, 1055, 1016, 1798]
macmillan-paragraph: Ό Πρωθυπουργός είπε εις την Βουλήν ότι η υπόθεσις του κατασκόπου θα ερευνηθή εξονυχιστικώς.	[1036, 355, 1244, 427]
explosion-dateline: ΑΘΗΝΑΙ. —	[1036, 1274, 1119, 1290]
stock-price: 214	[1482, 2039, 1505, 2054]
novel-section-heading: ΤΟ ΜΥΘΙΣΤΟΡΗΜΑ ΜΑΣ	[85, 813, 347, 838]
offer-entry: Ή Δίδα Μ. Μπ. προσέφερε εις την Αδελφότητα Κυριών Λ.Αιγ. 3.	[384, 1418, 678, 1450]
novel-paragraph: —Ομολογώ, ότι διάστηκα, αλλά αυτό που να καθησυχάσω την Ροένα.	[69, 1604, 363, 1639]
novel-paragraph: Ή Ροένα τον κοίταξε με δάκρυα στα μάτια. Η σκέψη της ήταν να του πει την αλήθεια.	[69, 1893, 363, 1947]
thanks-heading: Ευχαριστήριον	[440, 854, 623, 879]
social-heading: ΚΟΙΝΩΝΙΚΑ	[412, 100, 650, 148]
novel-paragraph: Ή Πρού έμεινε σιωπηλή. Δέν μπορούσε να απαντήσει.	[69, 1075, 363, 1110]
stock-name: Σρμ. Ζηλάζ	[1038, 1867, 1106, 1881]
funeral-text-b: Θανόντα σήμερον, κηδεύομεν την αύριον εκ της Αλεξανδρείας. Η νεκρώσιμος ακολουθία θα ψαλή εις τον Ιερόν Ναόν του Αγίου Γεωργίου. Οι πενθούντες: Ή σύζυγος Ιωάννου Σπέντσα, οι αδελφοί και οι λοιποί συγγενείς.	[1297, 1554, 1546, 1668]
cinema-listings	[69, 196, 363, 567]
week-paragraph: Εις την συζήτησιν έλαβον μέρος όλοι οι αρχηγοί των κομμάτων. Ο κ. Βενιζέλος, ο κ. Μαρκεζίνης και ο κ. Πασαλίδης ανέπτυξαν τας απόψεις των.	[861, 1246, 1015, 1392]
radio-entry: 22.15 Κοινωνία	[69, 731, 165, 746]
